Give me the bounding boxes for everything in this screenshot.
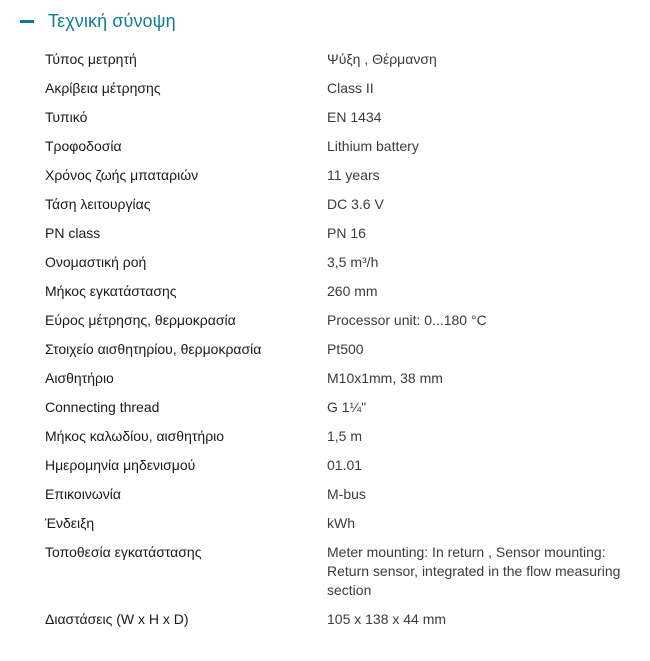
- spec-label: Μήκος εγκατάστασης: [45, 283, 177, 299]
- spec-value: Pt500: [327, 341, 364, 357]
- spec-row: [45, 538, 635, 605]
- spec-label: Ημερομηνία μηδενισμού: [45, 457, 196, 473]
- spec-value: G 1¼": [327, 399, 367, 415]
- spec-value: 11 years: [327, 167, 380, 183]
- spec-row: [45, 306, 635, 335]
- spec-value: 1,5 m: [327, 428, 363, 444]
- section-header-technical-summary[interactable]: [20, 8, 176, 34]
- spec-label: PN class: [45, 225, 101, 241]
- spec-row: [45, 161, 635, 190]
- spec-row: [45, 451, 635, 480]
- spec-label: Ονομαστική ροή: [45, 254, 147, 270]
- spec-row: [45, 364, 635, 393]
- spec-value: PN 16: [327, 225, 366, 241]
- spec-value: M10x1mm, 38 mm: [327, 370, 443, 386]
- spec-label: Τυπικό: [45, 109, 88, 125]
- spec-row: [45, 45, 635, 74]
- spec-label: Τάση λειτουργίας: [45, 196, 151, 212]
- spec-row: [45, 393, 635, 422]
- spec-label: Μήκος καλωδίου, αισθητήριο: [45, 428, 225, 444]
- spec-value: 01.01: [327, 457, 363, 473]
- spec-row: [45, 480, 635, 509]
- spec-label: Ακρίβεια μέτρησης: [45, 80, 161, 96]
- spec-row: [45, 74, 635, 103]
- spec-label: Τύπος μετρητή: [45, 51, 137, 67]
- spec-value: kWh: [327, 515, 355, 531]
- spec-label: Επικοινωνία: [45, 486, 121, 502]
- spec-label: Αισθητήριο: [45, 370, 114, 386]
- spec-value: Ψύξη , Θέρμανση: [327, 51, 437, 67]
- section-title: Τεχνική σύνοψη: [48, 10, 176, 31]
- spec-label: Connecting thread: [45, 399, 160, 415]
- spec-value: Class II: [327, 80, 374, 96]
- spec-table: [45, 45, 635, 634]
- spec-row: [45, 335, 635, 364]
- spec-label: Τοποθεσία εγκατάστασης: [45, 544, 202, 560]
- spec-row: [45, 103, 635, 132]
- spec-value: Lithium battery: [327, 138, 419, 154]
- spec-label: Ένδειξη: [45, 515, 95, 531]
- spec-row: [45, 605, 635, 634]
- spec-row: [45, 509, 635, 538]
- spec-value: DC 3.6 V: [327, 196, 384, 212]
- spec-label: Διαστάσεις (W x H x D): [45, 611, 189, 627]
- minus-icon[interactable]: [20, 20, 34, 23]
- spec-value: 260 mm: [327, 283, 378, 299]
- spec-row: [45, 219, 635, 248]
- spec-value: 105 x 138 x 44 mm: [327, 611, 447, 627]
- spec-value: Processor unit: 0...180 °C: [327, 312, 487, 328]
- spec-row: [45, 132, 635, 161]
- spec-value: M-bus: [327, 486, 366, 502]
- spec-row: [45, 190, 635, 219]
- spec-label: Τροφοδοσία: [45, 138, 122, 154]
- spec-value: EN 1434: [327, 109, 382, 125]
- spec-label: Χρόνος ζωής μπαταριών: [45, 167, 199, 183]
- spec-row: [45, 422, 635, 451]
- spec-value: Meter mounting: In return , Sensor mounting: Return sensor, integrated in the flow measuring section: [327, 544, 621, 598]
- spec-row: [45, 248, 635, 277]
- spec-label: Εύρος μέτρησης, θερμοκρασία: [45, 312, 236, 328]
- spec-label: Στοιχείο αισθητηρίου, θερμοκρασία: [45, 341, 262, 357]
- spec-value: 3,5 m³/h: [327, 254, 379, 270]
- spec-row: [45, 277, 635, 306]
